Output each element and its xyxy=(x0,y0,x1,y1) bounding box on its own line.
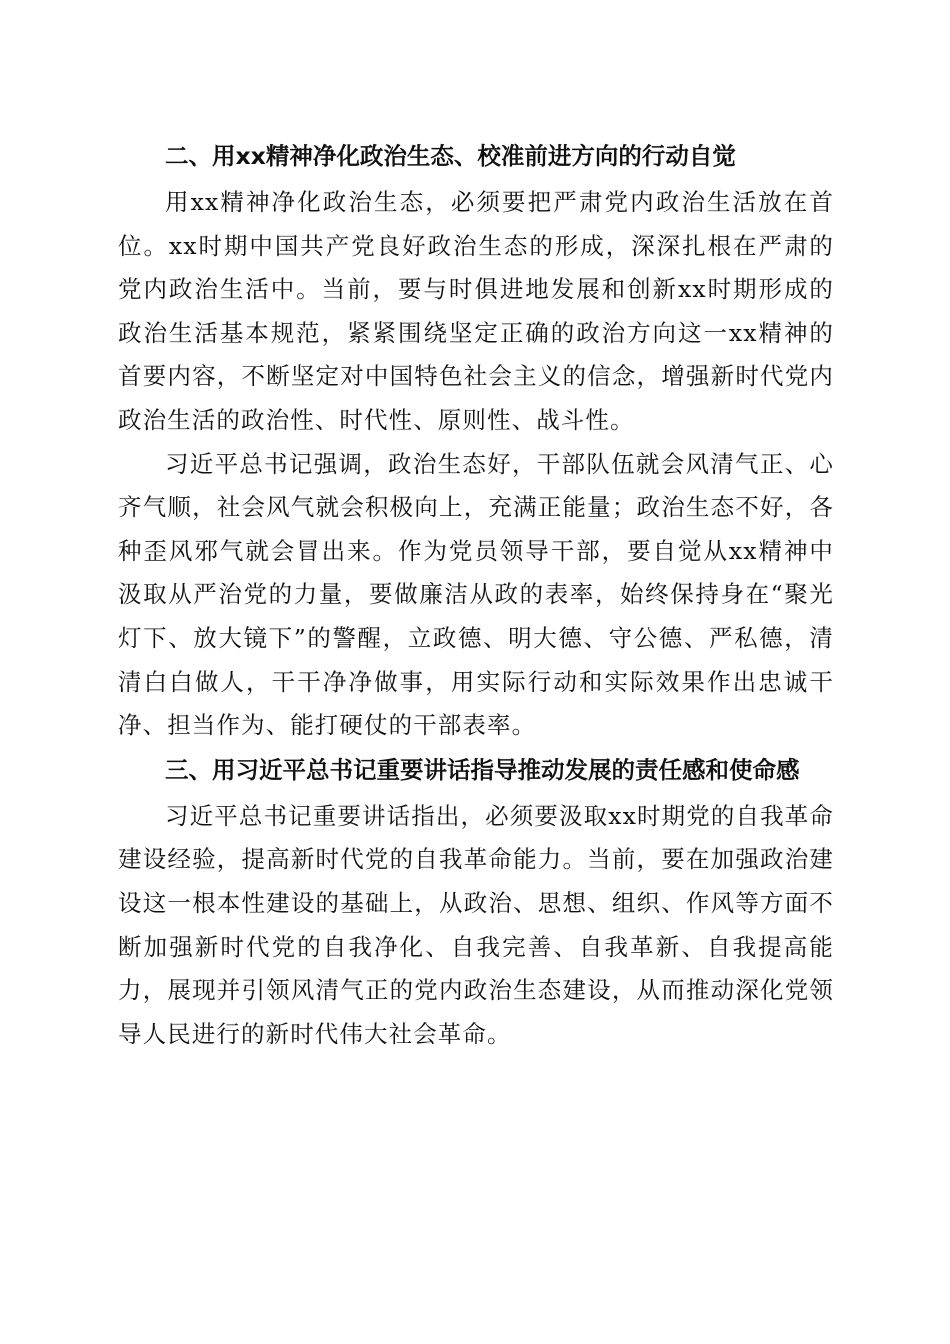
section-3-paragraph-1: 习近平总书记重要讲话指出，必须要汲取xx时期党的自我革命建设经验，提高新时代党的自我革命能力。当前，要在加强政治建设这一根本性建设的基础上，从政治、思想、组织、作风等方面不断加强新时代党的自我净化、自我完善、自我革新、自我提高能力，展现并引领风清气正的党内政治生态建设，从而推动深化党领导人民进行的新时代伟大社会革命。 xyxy=(118,801,834,1048)
section-2-heading: 二、用xx精神净化政治生态、校准前进方向的行动自觉 xyxy=(165,142,736,170)
section-3-heading: 三、用习近平总书记重要讲话指导推动发展的责任感和使命感 xyxy=(165,755,800,784)
section-2-paragraph-1: 用xx精神净化政治生态，必须要把严肃党内政治生活放在首位。xx时期中国共产党良好政治生态的形成，深深扎根在严肃的党内政治生活中。当前，要与时俱进地发展和创新xx时期形成的政治生活基本规范，紧紧围绕坚定正确的政治方向这一xx精神的首要内容，不断坚定对中国特色社会主义的信念，增强新时代党内政治生活的政治性、时代性、原则性、战斗性。 xyxy=(118,188,834,434)
section-2-paragraph-2: 习近平总书记强调，政治生态好，干部队伍就会风清气正、心齐气顺，社会风气就会积极向上，充满正能量；政治生态不好，各种歪风邪气就会冒出来。作为党员领导干部，要自觉从xx精神中汲取从严治党的力量，要做廉洁从政的表率，始终保持身在“聚光灯下、放大镜下”的警醒，立政德、明大德、守公德、严私德，清清白白做人，干干净净做事，用实际行动和实际效果作出忠诚干净、担当作为、能打硬仗的干部表率。 xyxy=(118,449,834,740)
document-page xyxy=(118,135,834,1056)
